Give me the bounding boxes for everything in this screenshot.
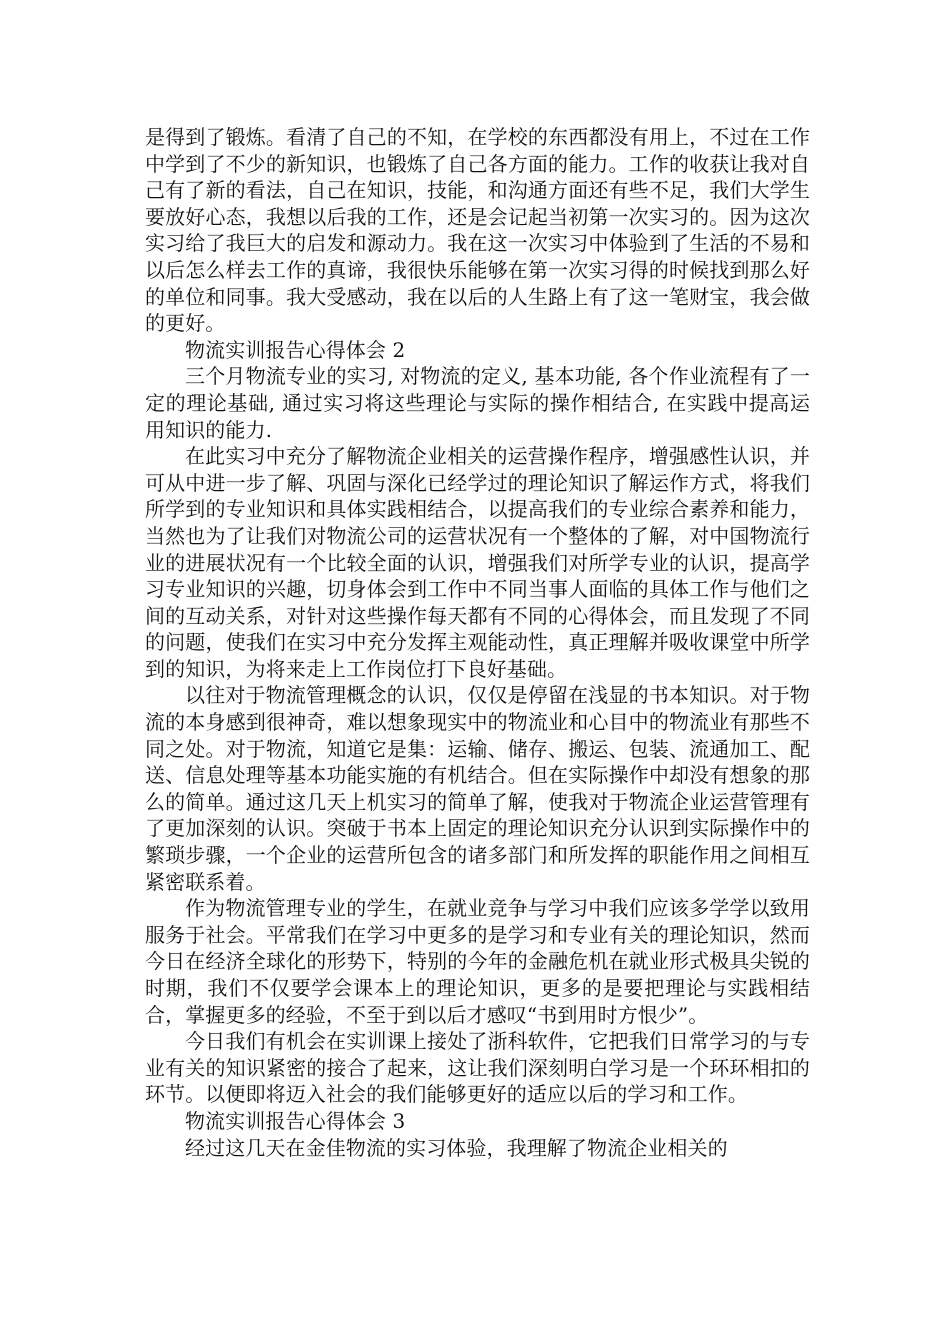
paragraph-s2-4: 作为物流管理专业的学生，在就业竞争与学习中我们应该多学学以致用服务于社会。平常我们在学习中更多的是学习和专业有关的理论知识，然而今日在经济全球化的形势下，特别的今年的金融危机在就业形式极具尖锐的时期，我们不仅要学会课本上的理论知识，更多的是要把理论与实践相结合，掌握更多的经验，不至于到以后才感叹“书到用时方恨少”。 <box>145 896 810 1027</box>
document-page <box>145 124 810 1161</box>
paragraph-s2-3: 以往对于物流管理概念的认识，仅仅是停留在浅显的书本知识。对于物流的本身感到很神奇，难以想象现实中的物流业和心目中的物流业有那些不同之处。对于物流，知道它是集：运输、储存、搬运、包装、流通加工、配送、信息处理等基本功能实施的有机结合。但在实际操作中却没有想象的那么的简单。通过这几天上机实习的简单了解，使我对于物流企业运营管理有了更加深刻的认识。突破于书本上固定的理论知识充分认识到实际操作中的繁琐步骤，一个企业的运营所包含的诸多部门和所发挥的职能作用之间相互紧密联系着。 <box>145 683 810 894</box>
section-heading-2: 物流实训报告心得体会 2 <box>185 337 406 362</box>
section-heading-3: 物流实训报告心得体会 3 <box>185 1108 406 1133</box>
paragraph-s2-1: 三个月物流专业的实习, 对物流的定义, 基本功能, 各个作业流程有了一定的理论基础, 通过实习将这些理论与实际的操作相结合, 在实践中提高运用知识的能力. <box>145 364 810 442</box>
paragraph-intro: 是得到了锻炼。看清了自己的不知，在学校的东西都没有用上，不过在工作中学到了不少的新知识，也锻炼了自己各方面的能力。工作的收获让我对自己有了新的看法，自己在知识，技能，和沟通方面还有些不足，我们大学生要放好心态，我想以后我的工作，还是会记起当初第一次实习的。因为这次实习给了我巨大的启发和源动力。我在这一次实习中体验到了生活的不易和以后怎么样去工作的真谛，我很快乐能够在第一次实习得的时候找到那么好的单位和同事。我大受感动，我在以后的人生路上有了这一笔财宝，我会做的更好。 <box>145 125 810 336</box>
paragraph-s3-1: 经过这几天在金佳物流的实习体验，我理解了物流企业相关的 <box>185 1135 728 1160</box>
paragraph-s2-5: 今日我们有机会在实训课上接处了浙科软件，它把我们日常学习的与专业有关的知识紧密的接合了起来，这让我们深刻明白学习是一个环环相扣的环节。以便即将迈入社会的我们能够更好的适应以后的学习和工作。 <box>145 1029 810 1107</box>
paragraph-s2-2: 在此实习中充分了解物流企业相关的运营操作程序，增强感性认识，并可从中进一步了解、巩固与深化已经学过的理论知识了解运作方式，将我们所学到的专业知识和具体实践相结合，以提高我们的专业综合素养和能力，当然也为了让我们对物流公司的运营状况有一个整体的了解，对中国物流行业的进展状况有一个比较全面的认识，增强我们对所学专业的认识，提高学习专业知识的兴趣，切身体会到工作中不同当事人面临的具体工作与他们之间的互动关系，对针对这些操作每天都有不同的心得体会，而且发现了不同的问题，使我们在实习中充分发挥主观能动性，真正理解并吸收课堂中所学到的知识，为将来走上工作岗位打下良好基础。 <box>145 444 810 681</box>
